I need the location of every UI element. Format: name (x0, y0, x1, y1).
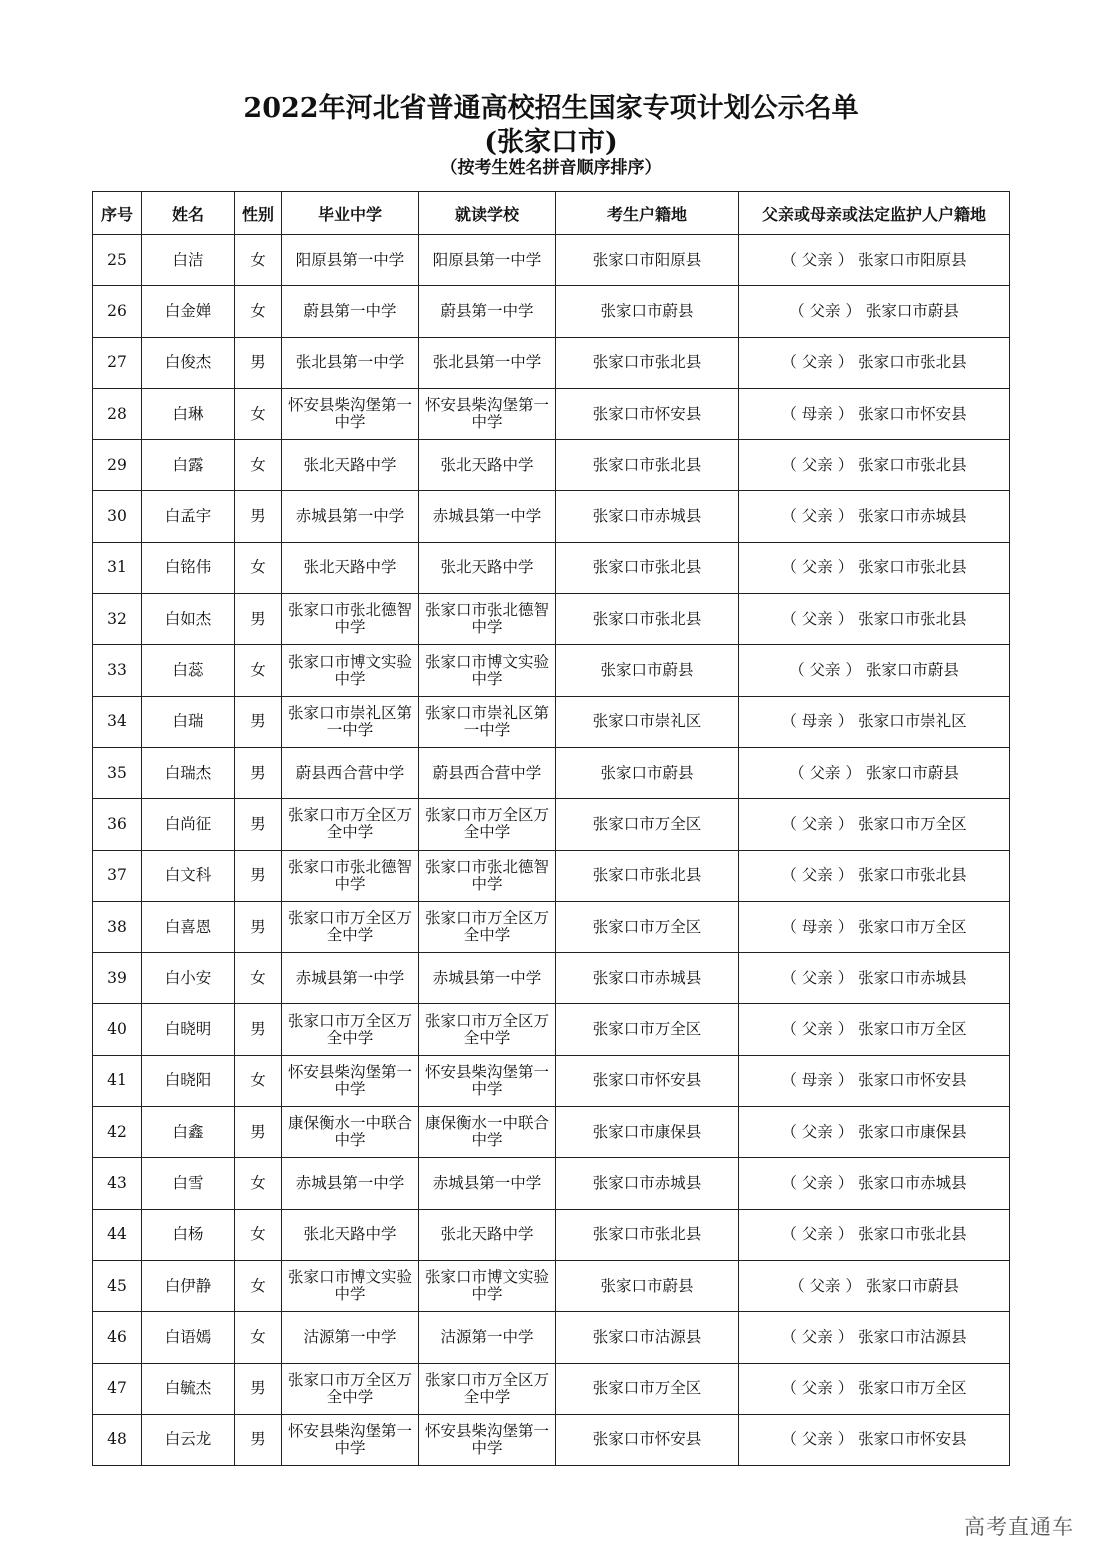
document-subtitle: (张家口市) (484, 127, 618, 158)
cell-hukou: 张家口市张北县 (556, 594, 739, 645)
cell-hukou: 张家口市张北县 (556, 850, 739, 901)
cell-name: 白琳 (142, 388, 235, 439)
cell-guardian-hukou: （ 父亲 ） 张家口市蔚县 (739, 1260, 1010, 1311)
cell-current-school: 张北天路中学 (419, 1209, 556, 1260)
cell-name: 白露 (142, 440, 235, 491)
cell-name: 白小安 (142, 953, 235, 1004)
cell-grad-school: 张北县第一中学 (282, 337, 419, 388)
table-row (93, 1004, 1010, 1055)
cell-grad-school: 蔚县西合营中学 (282, 747, 419, 798)
table-row (93, 1107, 1010, 1158)
cell-gender: 男 (235, 1004, 282, 1055)
cell-guardian-hukou: （ 父亲 ） 张家口市万全区 (739, 799, 1010, 850)
cell-gender: 男 (235, 1363, 282, 1414)
cell-guardian-hukou: （ 父亲 ） 张家口市赤城县 (739, 953, 1010, 1004)
cell-no: 39 (93, 953, 142, 1004)
cell-guardian-hukou: （ 父亲 ） 张家口市张北县 (739, 850, 1010, 901)
table-row (93, 235, 1010, 286)
cell-guardian-hukou: （ 父亲 ） 张家口市张北县 (739, 542, 1010, 593)
cell-no: 37 (93, 850, 142, 901)
table-row (93, 1260, 1010, 1311)
table-row (93, 594, 1010, 645)
cell-name: 白文科 (142, 850, 235, 901)
cell-grad-school: 张家口市万全区万全中学 (282, 901, 419, 952)
cell-gender: 男 (235, 799, 282, 850)
cell-guardian-hukou: （ 父亲 ） 张家口市沽源县 (739, 1312, 1010, 1363)
cell-name: 白瑞 (142, 696, 235, 747)
cell-guardian-hukou: （ 父亲 ） 张家口市阳原县 (739, 235, 1010, 286)
watermark-text: 高考直通车 (964, 1515, 1074, 1539)
cell-grad-school: 赤城县第一中学 (282, 953, 419, 1004)
table-row (93, 1312, 1010, 1363)
cell-gender: 男 (235, 747, 282, 798)
table-row (93, 645, 1010, 696)
cell-gender: 男 (235, 594, 282, 645)
cell-gender: 男 (235, 337, 282, 388)
cell-hukou: 张家口市蔚县 (556, 1260, 739, 1311)
cell-hukou: 张家口市张北县 (556, 542, 739, 593)
cell-current-school: 张北天路中学 (419, 542, 556, 593)
cell-current-school: 张家口市崇礼区第一中学 (419, 696, 556, 747)
table-row (93, 953, 1010, 1004)
cell-gender: 男 (235, 696, 282, 747)
cell-guardian-hukou: （ 父亲 ） 张家口市蔚县 (739, 286, 1010, 337)
cell-gender: 女 (235, 542, 282, 593)
cell-hukou: 张家口市沽源县 (556, 1312, 739, 1363)
cell-no: 33 (93, 645, 142, 696)
cell-no: 32 (93, 594, 142, 645)
cell-hukou: 张家口市怀安县 (556, 388, 739, 439)
cell-name: 白金婵 (142, 286, 235, 337)
column-header-grad-school: 毕业中学 (282, 192, 419, 235)
table-row (93, 799, 1010, 850)
cell-guardian-hukou: （ 母亲 ） 张家口市怀安县 (739, 1055, 1010, 1106)
column-header-hukou: 考生户籍地 (556, 192, 739, 235)
cell-gender: 女 (235, 1055, 282, 1106)
cell-name: 白晓阳 (142, 1055, 235, 1106)
cell-hukou: 张家口市崇礼区 (556, 696, 739, 747)
cell-grad-school: 张家口市崇礼区第一中学 (282, 696, 419, 747)
cell-name: 白伊静 (142, 1260, 235, 1311)
cell-current-school: 蔚县第一中学 (419, 286, 556, 337)
cell-current-school: 张家口市万全区万全中学 (419, 799, 556, 850)
cell-no: 30 (93, 491, 142, 542)
cell-no: 25 (93, 235, 142, 286)
cell-gender: 男 (235, 1107, 282, 1158)
cell-gender: 女 (235, 388, 282, 439)
cell-gender: 女 (235, 1260, 282, 1311)
cell-no: 26 (93, 286, 142, 337)
cell-name: 白语嫣 (142, 1312, 235, 1363)
cell-gender: 女 (235, 286, 282, 337)
cell-current-school: 蔚县西合营中学 (419, 747, 556, 798)
cell-hukou: 张家口市怀安县 (556, 1055, 739, 1106)
cell-no: 36 (93, 799, 142, 850)
cell-name: 白如杰 (142, 594, 235, 645)
cell-grad-school: 张家口市博文实验中学 (282, 645, 419, 696)
cell-grad-school: 张家口市万全区万全中学 (282, 1363, 419, 1414)
column-header-gender: 性别 (235, 192, 282, 235)
cell-name: 白杨 (142, 1209, 235, 1260)
cell-guardian-hukou: （ 母亲 ） 张家口市怀安县 (739, 388, 1010, 439)
cell-current-school: 怀安县柴沟堡第一中学 (419, 388, 556, 439)
cell-no: 41 (93, 1055, 142, 1106)
cell-no: 28 (93, 388, 142, 439)
cell-current-school: 怀安县柴沟堡第一中学 (419, 1055, 556, 1106)
cell-no: 45 (93, 1260, 142, 1311)
cell-guardian-hukou: （ 父亲 ） 张家口市张北县 (739, 337, 1010, 388)
cell-no: 42 (93, 1107, 142, 1158)
cell-grad-school: 怀安县柴沟堡第一中学 (282, 1055, 419, 1106)
cell-gender: 女 (235, 1158, 282, 1209)
document-title: 2022年河北省普通高校招生国家专项计划公示名单 (243, 93, 859, 124)
cell-current-school: 张北天路中学 (419, 440, 556, 491)
cell-no: 44 (93, 1209, 142, 1260)
cell-guardian-hukou: （ 母亲 ） 张家口市崇礼区 (739, 696, 1010, 747)
cell-guardian-hukou: （ 父亲 ） 张家口市张北县 (739, 1209, 1010, 1260)
table-row (93, 747, 1010, 798)
cell-hukou: 张家口市万全区 (556, 799, 739, 850)
cell-guardian-hukou: （ 父亲 ） 张家口市赤城县 (739, 491, 1010, 542)
table-header-row (93, 192, 1010, 235)
cell-grad-school: 张北天路中学 (282, 542, 419, 593)
cell-grad-school: 蔚县第一中学 (282, 286, 419, 337)
table-row (93, 1209, 1010, 1260)
cell-name: 白晓明 (142, 1004, 235, 1055)
cell-grad-school: 张北天路中学 (282, 1209, 419, 1260)
cell-guardian-hukou: （ 母亲 ） 张家口市万全区 (739, 901, 1010, 952)
cell-hukou: 张家口市万全区 (556, 901, 739, 952)
cell-name: 白云龙 (142, 1414, 235, 1465)
cell-no: 47 (93, 1363, 142, 1414)
cell-hukou: 张家口市张北县 (556, 1209, 739, 1260)
cell-gender: 女 (235, 953, 282, 1004)
cell-current-school: 阳原县第一中学 (419, 235, 556, 286)
cell-grad-school: 张家口市万全区万全中学 (282, 799, 419, 850)
cell-hukou: 张家口市赤城县 (556, 1158, 739, 1209)
cell-hukou: 张家口市赤城县 (556, 491, 739, 542)
cell-no: 34 (93, 696, 142, 747)
table-row (93, 696, 1010, 747)
cell-hukou: 张家口市赤城县 (556, 953, 739, 1004)
cell-hukou: 张家口市阳原县 (556, 235, 739, 286)
cell-name: 白瑞杰 (142, 747, 235, 798)
cell-hukou: 张家口市万全区 (556, 1363, 739, 1414)
cell-grad-school: 张家口市张北德智中学 (282, 594, 419, 645)
cell-name: 白鑫 (142, 1107, 235, 1158)
cell-no: 38 (93, 901, 142, 952)
cell-name: 白喜恩 (142, 901, 235, 952)
cell-no: 29 (93, 440, 142, 491)
cell-name: 白蕊 (142, 645, 235, 696)
cell-guardian-hukou: （ 父亲 ） 张家口市张北县 (739, 594, 1010, 645)
table-row (93, 1055, 1010, 1106)
cell-name: 白雪 (142, 1158, 235, 1209)
cell-no: 31 (93, 542, 142, 593)
cell-grad-school: 赤城县第一中学 (282, 1158, 419, 1209)
cell-guardian-hukou: （ 父亲 ） 张家口市万全区 (739, 1363, 1010, 1414)
cell-no: 46 (93, 1312, 142, 1363)
cell-grad-school: 怀安县柴沟堡第一中学 (282, 1414, 419, 1465)
cell-gender: 男 (235, 901, 282, 952)
cell-grad-school: 张家口市万全区万全中学 (282, 1004, 419, 1055)
cell-gender: 男 (235, 1414, 282, 1465)
table-body (93, 235, 1010, 1466)
cell-grad-school: 阳原县第一中学 (282, 235, 419, 286)
cell-current-school: 张北县第一中学 (419, 337, 556, 388)
cell-no: 35 (93, 747, 142, 798)
cell-grad-school: 康保衡水一中联合中学 (282, 1107, 419, 1158)
table-row (93, 1158, 1010, 1209)
cell-grad-school: 张家口市张北德智中学 (282, 850, 419, 901)
cell-guardian-hukou: （ 父亲 ） 张家口市万全区 (739, 1004, 1010, 1055)
cell-current-school: 赤城县第一中学 (419, 953, 556, 1004)
cell-guardian-hukou: （ 父亲 ） 张家口市康保县 (739, 1107, 1010, 1158)
cell-gender: 女 (235, 440, 282, 491)
cell-current-school: 张家口市万全区万全中学 (419, 1004, 556, 1055)
cell-gender: 女 (235, 1312, 282, 1363)
cell-hukou: 张家口市张北县 (556, 337, 739, 388)
table-row (93, 542, 1010, 593)
cell-hukou: 张家口市蔚县 (556, 286, 739, 337)
cell-current-school: 赤城县第一中学 (419, 1158, 556, 1209)
cell-grad-school: 怀安县柴沟堡第一中学 (282, 388, 419, 439)
table-row (93, 850, 1010, 901)
roster-table (92, 191, 1010, 1466)
cell-current-school: 张家口市张北德智中学 (419, 594, 556, 645)
column-header-no: 序号 (93, 192, 142, 235)
cell-grad-school: 沽源第一中学 (282, 1312, 419, 1363)
cell-guardian-hukou: （ 父亲 ） 张家口市赤城县 (739, 1158, 1010, 1209)
cell-hukou: 张家口市万全区 (556, 1004, 739, 1055)
cell-gender: 男 (235, 850, 282, 901)
cell-current-school: 张家口市张北德智中学 (419, 850, 556, 901)
column-header-guardian-hukou: 父亲或母亲或法定监护人户籍地 (739, 192, 1010, 235)
cell-no: 27 (93, 337, 142, 388)
cell-guardian-hukou: （ 父亲 ） 张家口市怀安县 (739, 1414, 1010, 1465)
cell-grad-school: 张北天路中学 (282, 440, 419, 491)
cell-grad-school: 张家口市博文实验中学 (282, 1260, 419, 1311)
cell-name: 白洁 (142, 235, 235, 286)
cell-no: 43 (93, 1158, 142, 1209)
cell-hukou: 张家口市康保县 (556, 1107, 739, 1158)
cell-guardian-hukou: （ 父亲 ） 张家口市张北县 (739, 440, 1010, 491)
cell-name: 白铭伟 (142, 542, 235, 593)
sort-note: （按考生姓名拼音顺序排序） (440, 158, 662, 178)
cell-gender: 男 (235, 491, 282, 542)
cell-name: 白尚征 (142, 799, 235, 850)
table-row (93, 901, 1010, 952)
column-header-current-school: 就读学校 (419, 192, 556, 235)
cell-current-school: 张家口市万全区万全中学 (419, 901, 556, 952)
table-row (93, 491, 1010, 542)
cell-current-school: 康保衡水一中联合中学 (419, 1107, 556, 1158)
cell-gender: 女 (235, 235, 282, 286)
cell-hukou: 张家口市蔚县 (556, 645, 739, 696)
cell-name: 白孟宇 (142, 491, 235, 542)
cell-name: 白毓杰 (142, 1363, 235, 1414)
cell-gender: 女 (235, 1209, 282, 1260)
cell-no: 48 (93, 1414, 142, 1465)
cell-name: 白俊杰 (142, 337, 235, 388)
column-header-name: 姓名 (142, 192, 235, 235)
cell-current-school: 沽源第一中学 (419, 1312, 556, 1363)
cell-current-school: 张家口市万全区万全中学 (419, 1363, 556, 1414)
cell-current-school: 赤城县第一中学 (419, 491, 556, 542)
table-row (93, 440, 1010, 491)
cell-guardian-hukou: （ 父亲 ） 张家口市蔚县 (739, 747, 1010, 798)
table-row (93, 1363, 1010, 1414)
table-row (93, 286, 1010, 337)
cell-grad-school: 赤城县第一中学 (282, 491, 419, 542)
table-row (93, 1414, 1010, 1465)
cell-current-school: 怀安县柴沟堡第一中学 (419, 1414, 556, 1465)
cell-current-school: 张家口市博文实验中学 (419, 645, 556, 696)
cell-hukou: 张家口市张北县 (556, 440, 739, 491)
cell-current-school: 张家口市博文实验中学 (419, 1260, 556, 1311)
cell-hukou: 张家口市怀安县 (556, 1414, 739, 1465)
cell-no: 40 (93, 1004, 142, 1055)
cell-guardian-hukou: （ 父亲 ） 张家口市蔚县 (739, 645, 1010, 696)
table-row (93, 337, 1010, 388)
cell-hukou: 张家口市蔚县 (556, 747, 739, 798)
cell-gender: 女 (235, 645, 282, 696)
table-row (93, 388, 1010, 439)
